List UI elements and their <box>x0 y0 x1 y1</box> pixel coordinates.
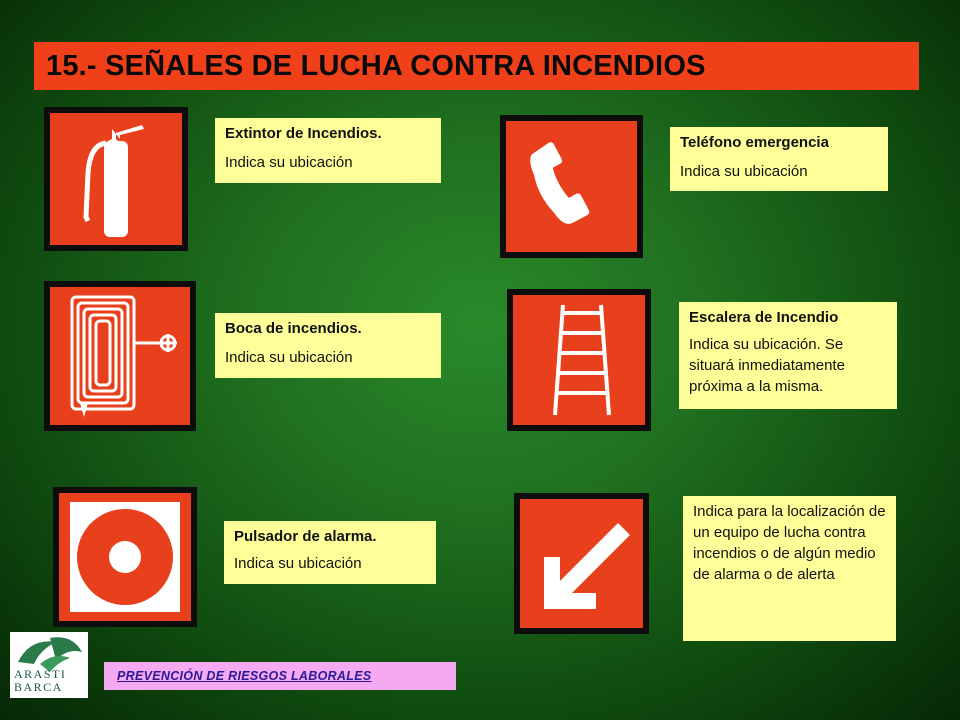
hose-heading: Boca de incendios. <box>225 320 362 337</box>
direction-arrow-label <box>683 496 896 641</box>
direction-arrow-sign <box>514 493 649 634</box>
page-title: 15.- SEÑALES DE LUCHA CONTRA INCENDIOS <box>46 49 706 82</box>
alarm-button-icon <box>59 493 191 621</box>
ladder-heading: Escalera de Incendio <box>689 309 839 326</box>
alarm-button-sign <box>53 487 197 627</box>
footer-link[interactable]: PREVENCIÓN DE RIESGOS LABORALES <box>117 669 372 683</box>
fire-extinguisher-icon <box>50 113 182 245</box>
hose-sign <box>44 281 196 431</box>
ladder-sign <box>507 289 651 431</box>
telephone-sign <box>500 115 643 258</box>
fire-hose-icon <box>50 287 190 425</box>
telephone-heading: Teléfono emergencia <box>680 134 829 151</box>
extinguisher-heading: Extintor de Incendios. <box>225 125 382 142</box>
hose-label <box>215 313 441 378</box>
logo-line2: BARCA <box>14 680 63 694</box>
extinguisher-label <box>215 118 441 183</box>
telephone-label <box>670 127 888 191</box>
ladder-label <box>679 302 897 409</box>
direction-arrow-text: Indica para la localización de un equipo de lucha contra incendios o de algún medio de alarma o de alerta <box>693 503 886 583</box>
telephone-text: Indica su ubicación <box>680 163 808 180</box>
alarm-button-label <box>224 521 436 584</box>
extinguisher-sign <box>44 107 188 251</box>
ladder-text: Indica su ubicación. Se situará inmediatamente próxima a la misma. <box>689 336 845 395</box>
ladder-icon <box>513 295 645 425</box>
alarm-button-heading: Pulsador de alarma. <box>234 528 377 545</box>
arrow-down-left-icon <box>520 499 643 628</box>
footer-banner[interactable] <box>104 662 456 690</box>
extinguisher-text: Indica su ubicación <box>225 154 353 171</box>
title-bar <box>34 42 919 90</box>
telephone-icon <box>506 121 637 252</box>
arasti-barca-logo <box>10 632 88 698</box>
hose-text: Indica su ubicación <box>225 349 353 366</box>
alarm-button-text: Indica su ubicación <box>234 555 362 572</box>
logo-line1: ARASTI <box>14 667 67 681</box>
